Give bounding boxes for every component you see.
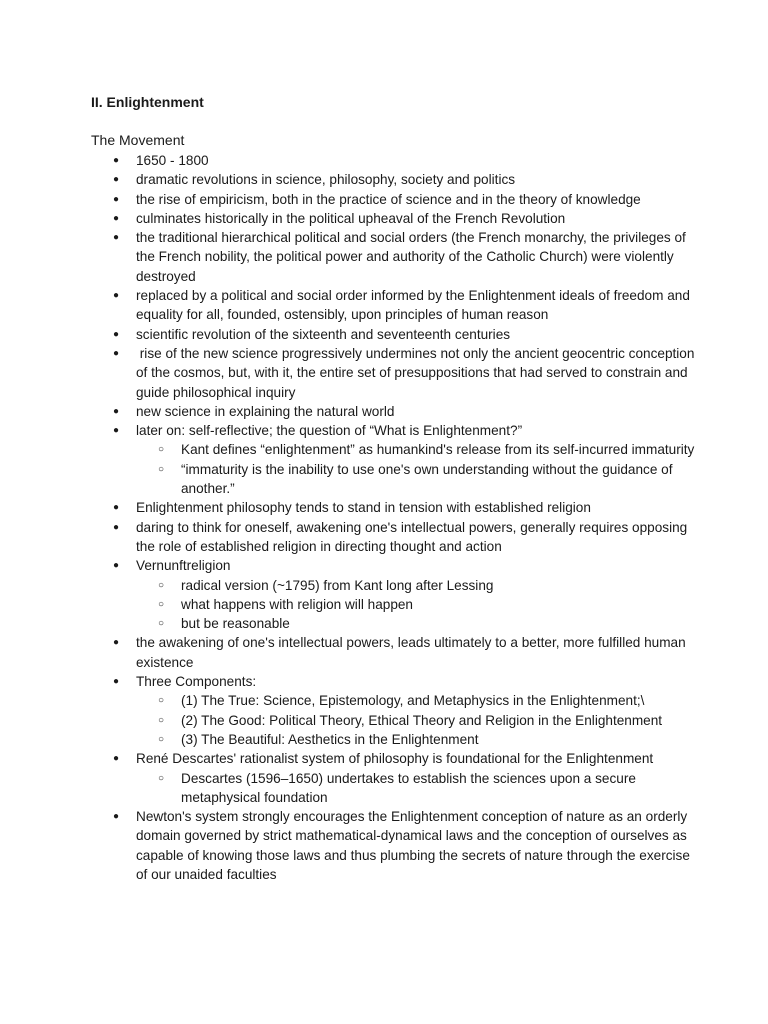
bullet-icon: ● (113, 155, 120, 166)
section-heading: II. Enlightenment (91, 94, 204, 110)
list-item-text: Enlightenment philosophy tends to stand in tension with established religion (136, 500, 591, 516)
hollow-bullet-icon: ○ (158, 618, 165, 630)
list-item-text: the traditional hierarchical political and social orders (the French monarchy, the privileges of the French nobility, the political power and authority of the Catholic Church) were violently destroyed (136, 230, 690, 284)
list-item-text: Vernunftreligion (136, 558, 231, 574)
hollow-bullet-icon: ○ (158, 579, 165, 591)
hollow-bullet-icon: ○ (158, 714, 165, 726)
list-item (0, 749, 768, 807)
list-item-text: daring to think for oneself, awakening one's intellectual powers, generally requires opposing the role of established religion in directing thought and action (136, 519, 691, 554)
bullet-icon: ● (113, 753, 120, 765)
list-item-text: culminates historically in the political upheaval of the French Revolution (136, 210, 566, 226)
sub-list-item-text: “immaturity is the inability to use one's own understanding without the guidance of another.” (181, 461, 673, 497)
hollow-bullet-icon: ○ (158, 598, 165, 610)
list-item-text: later on: self-reflective; the question of “What is Enlightenment?” (136, 423, 523, 439)
list-item-text: replaced by a political and social order informed by the Enlightenment ideals of freedom and equality for all, founded, ostensibly, upon principles of human reason (136, 288, 694, 323)
list-item (0, 286, 768, 325)
sub-list-item (136, 576, 698, 595)
list-item-text: Newton's system strongly encourages the Enlightenment conception of nature as an orderly domain governed by strict mathematical-dynamical laws and the conception of ourselves as capable of knowing those laws and thus plumbing the secrets of nature through the exercise of our unaided faculties (136, 809, 694, 882)
hollow-bullet-icon: ○ (158, 444, 165, 456)
sub-list-item (136, 711, 698, 730)
list-item-text: dramatic revolutions in science, philosophy, society and politics (136, 172, 516, 188)
list-item (0, 556, 768, 633)
bullet-icon: ● (113, 521, 120, 533)
list-item (0, 518, 768, 557)
list-item-text: René Descartes' rationalist system of philosophy is foundational for the Enlightenment (136, 751, 654, 767)
sub-list (136, 691, 698, 749)
list-item (0, 190, 768, 209)
bullet-icon: ● (113, 212, 120, 224)
list-item (0, 228, 768, 286)
sub-list-item (136, 440, 698, 459)
sub-list (136, 769, 698, 808)
sub-list-item-text: (1) The True: Science, Epistemology, and Metaphysics in the Enlightenment;\ (181, 693, 645, 709)
list-item-text: 1650 - 1800 (136, 153, 209, 168)
sub-list (136, 440, 698, 498)
list-item (0, 402, 768, 421)
hollow-bullet-icon: ○ (158, 772, 165, 784)
sub-list-item-text: but be reasonable (181, 616, 290, 632)
bullet-icon: ● (113, 193, 120, 205)
list-item-text: rise of the new science progressively undermines not only the ancient geocentric conception of the cosmos, but, with it, the entire set of presuppositions that had served to constrain and guide philosophical inquiry (136, 345, 699, 400)
bullet-icon: ● (113, 676, 120, 688)
subsection-heading: The Movement (91, 132, 185, 148)
list-item (0, 170, 768, 189)
list-item (0, 498, 768, 517)
sub-list-item (136, 460, 698, 499)
list-item-text: Three Components: (136, 674, 257, 690)
list-item (0, 807, 768, 884)
hollow-bullet-icon: ○ (158, 695, 165, 707)
bullet-icon: ● (113, 637, 120, 649)
sub-list-item (136, 614, 698, 633)
sub-list-item-text: (2) The Good: Political Theory, Ethical Theory and Religion in the Enlightenment (181, 712, 663, 728)
sub-list-item (136, 595, 698, 614)
list-item (0, 325, 768, 344)
bullet-icon: ● (113, 502, 120, 514)
sub-list-item-text: what happens with religion will happen (181, 596, 413, 612)
hollow-bullet-icon: ○ (158, 463, 165, 475)
list-item (0, 151, 768, 170)
list-item-text: the awakening of one's intellectual powers, leads ultimately to a better, more fulfilled human existence (136, 635, 690, 670)
list-item-text: the rise of empiricism, both in the practice of science and in the theory of knowledge (136, 191, 641, 207)
sub-list-item-text: Descartes (1596–1650) undertakes to establish the sciences upon a secure metaphysical foundation (181, 770, 636, 805)
hollow-bullet-icon: ○ (158, 733, 165, 745)
sub-list (136, 576, 698, 634)
bullet-icon: ● (113, 290, 120, 302)
bullet-icon: ● (113, 811, 120, 823)
sub-list-item-text: radical version (~1795) from Kant long after Lessing (181, 577, 494, 593)
bullet-icon: ● (113, 560, 120, 572)
list-item (0, 633, 768, 672)
bullet-icon: ● (113, 328, 120, 340)
list-item (0, 209, 768, 228)
list-item (0, 421, 768, 498)
sub-list-item-text: Kant defines “enlightenment” as humankind's release from its self-incurred immaturity (181, 442, 695, 458)
sub-list-item-text: (3) The Beautiful: Aesthetics in the Enlightenment (181, 731, 479, 747)
bullet-icon: ● (113, 405, 120, 417)
bullet-icon: ● (113, 232, 120, 244)
sub-list-item (136, 769, 698, 808)
list-item-text: scientific revolution of the sixteenth and seventeenth centuries (136, 326, 511, 342)
sub-list-item (136, 691, 698, 710)
list-item (0, 672, 768, 749)
list-item (0, 344, 768, 402)
sub-list-item (136, 730, 698, 749)
bullet-icon: ● (113, 174, 120, 186)
list-item-text: new science in explaining the natural world (136, 403, 395, 419)
bullet-icon: ● (113, 347, 120, 359)
bullet-icon: ● (113, 425, 120, 437)
bullet-list (0, 151, 768, 884)
